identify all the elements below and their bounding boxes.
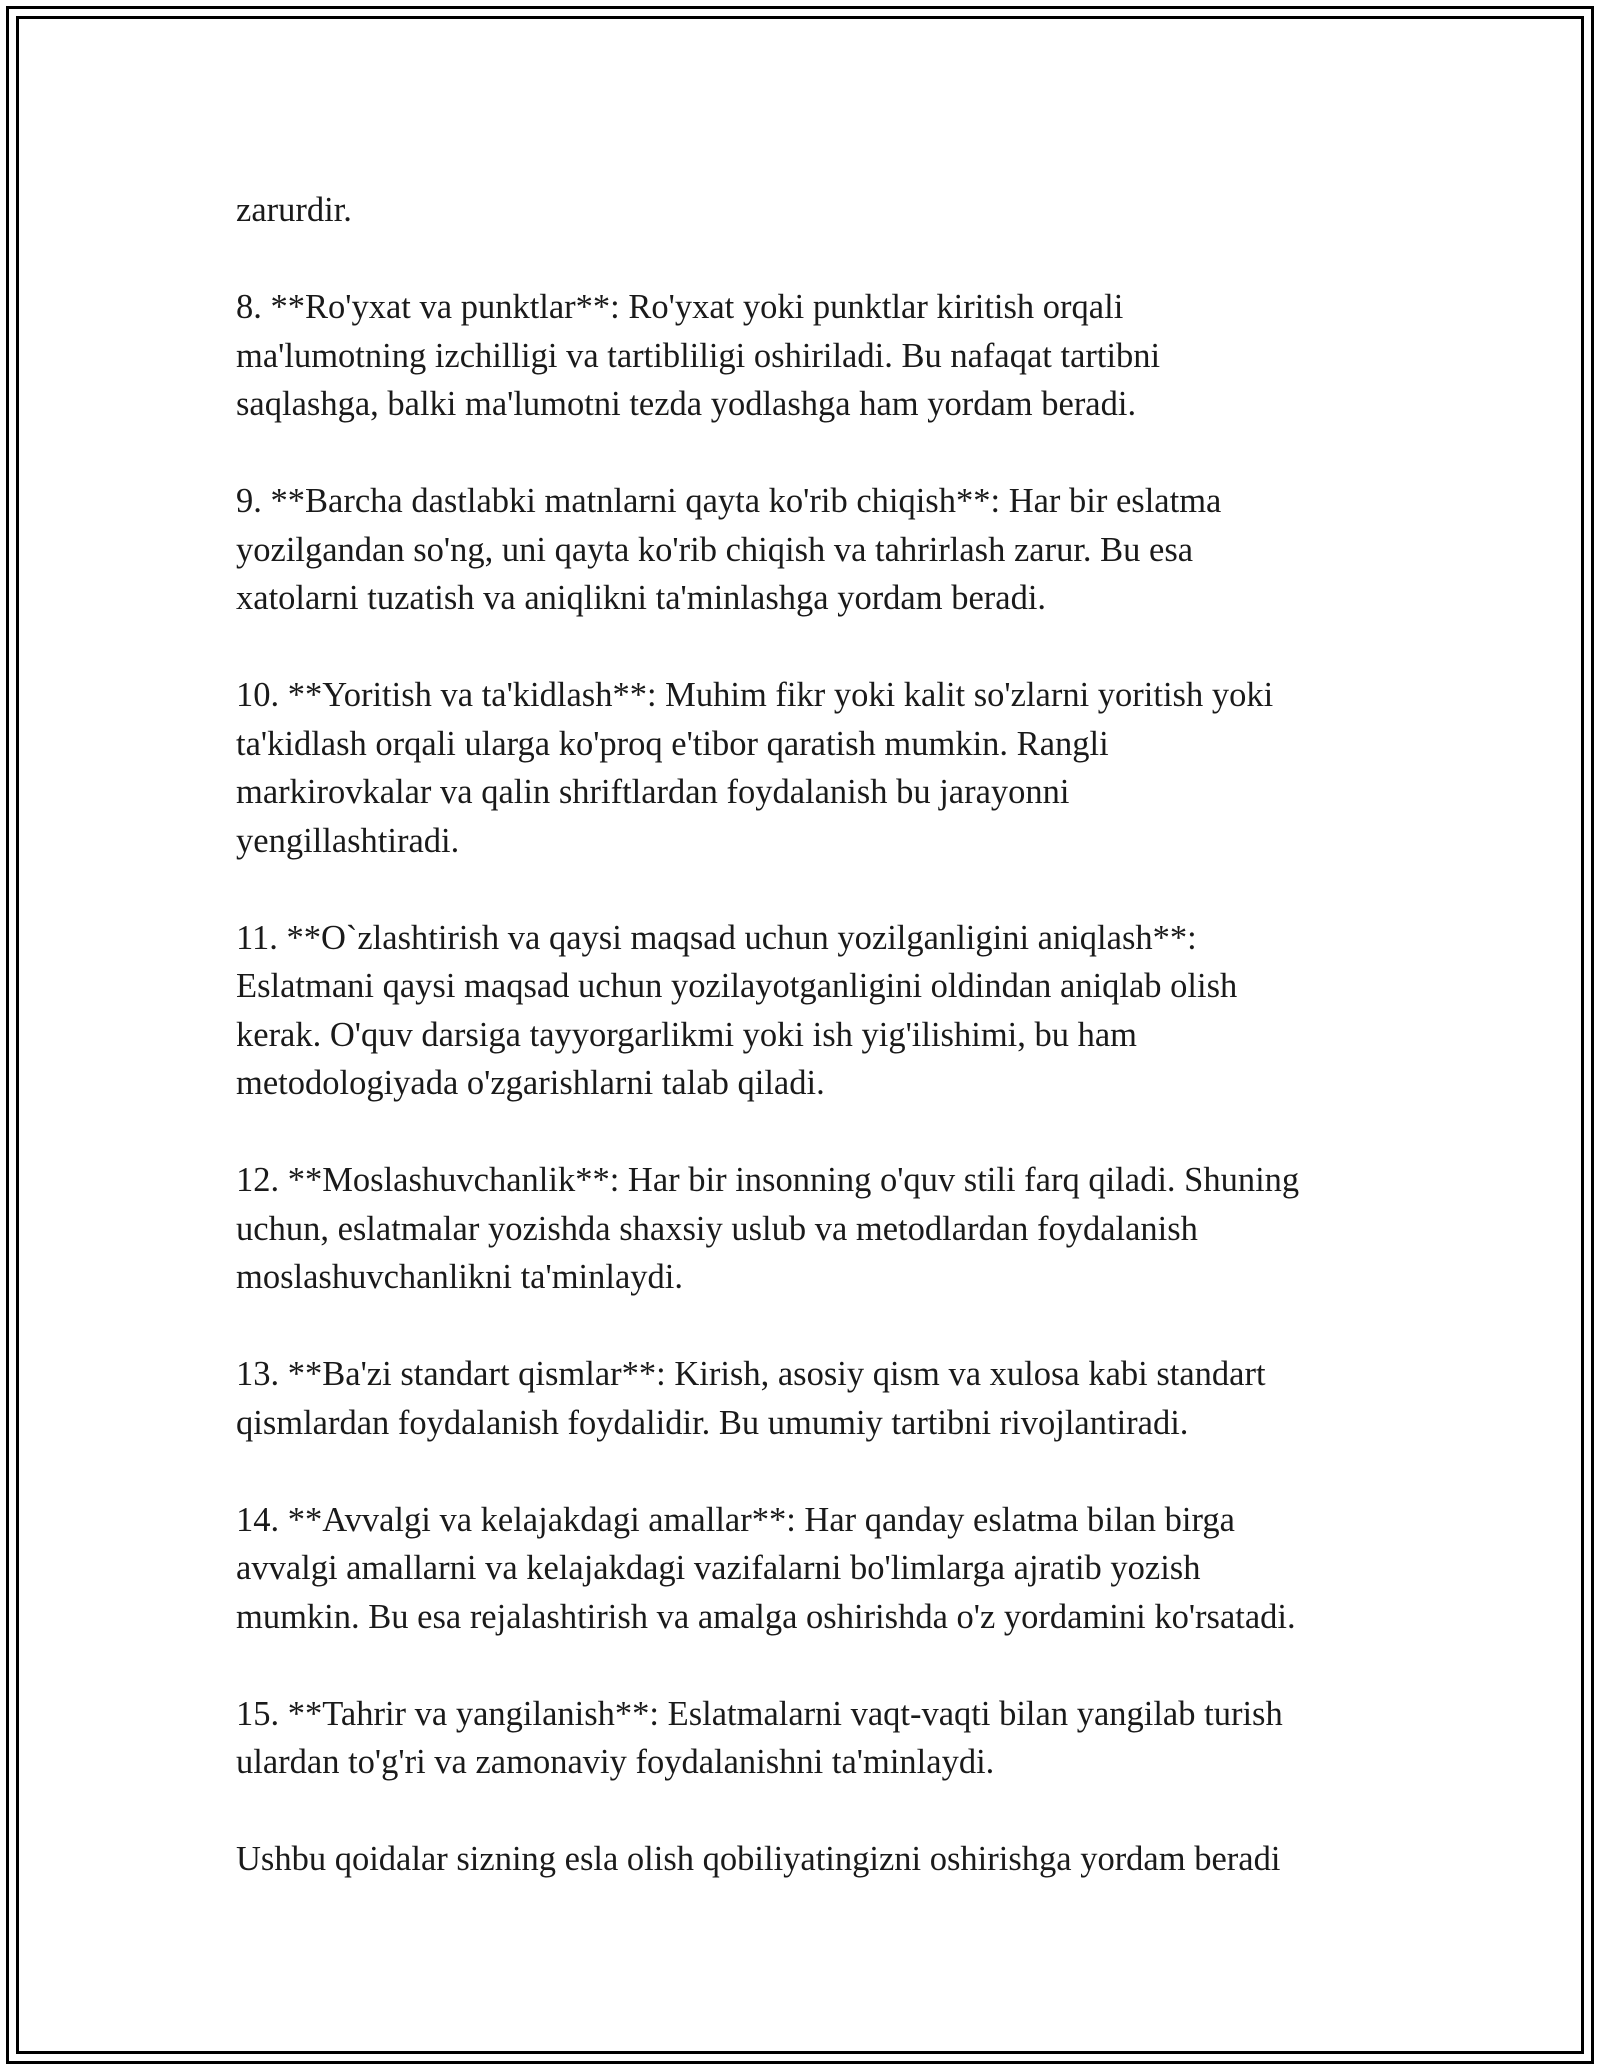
document-body [236, 186, 1386, 1884]
paragraph-item-10: 10. **Yoritish va ta'kidlash**: Muhim fikr yoki kalit so'zlarni yoritish yoki ta'kidlash orqali ularga ko'proq e'tibor qaratish mumkin. Rangli markirovkalar va qalin shriftlardan foydalanish bu jarayonni yengillashtiradi. [236, 676, 1274, 860]
paragraph-item-15: 15. **Tahrir va yangilanish**: Eslatmalarni vaqt-vaqti bilan yangilab turish ulardan to'g'ri va zamonaviy foydalanishni ta'minlaydi. [236, 1694, 1283, 1781]
paragraph-item-9: 9. **Barcha dastlabki matnlarni qayta ko'rib chiqish**: Har bir eslatma yozilgandan so'ng, uni qayta ko'rib chiqish va tahrirlash zarur. Bu esa xatolarni tuzatish va aniqlikni ta'minlashga yordam beradi. [236, 482, 1222, 617]
paragraph-item-14: 14. **Avvalgi va kelajakdagi amallar**: Har qanday eslatma bilan birga avvalgi amallarni va kelajakdagi vazifalarni bo'limlarga ajratib yozish mumkin. Bu esa rejalashtirish va amalga oshirishda o'z yordamini ko'rsatadi. [236, 1500, 1296, 1636]
paragraph-continuation: zarurdir. [236, 191, 352, 229]
paragraph-item-13: 13. **Ba'zi standart qismlar**: Kirish, asosiy qism va xulosa kabi standart qismlardan foydalanish foydalidir. Bu umumiy tartibni rivojlantiradi. [236, 1355, 1266, 1442]
paragraph-item-12: 12. **Moslashuvchanlik**: Har bir insonning o'quv stili farq qiladi. Shuning uchun, eslatmalar yozishda shaxsiy uslub va metodlardan foydalanish moslashuvchanlikni ta'minlaydi. [236, 1161, 1300, 1296]
paragraph-item-8: 8. **Ro'yxat va punktlar**: Ro'yxat yoki punktlar kiritish orqali ma'lumotning izchilligi va tartibliligi oshiriladi. Bu nafaqat tartibni saqlashga, balki ma'lumotni tezda yodlashga ham yordam beradi. [236, 288, 1161, 423]
paragraph-item-11: 11. **O`zlashtirish va qaysi maqsad uchun yozilganligini aniqlash**: Eslatmani qaysi maqsad uchun yozilayotganligini oldindan aniqlab olish kerak. O'quv darsiga tayyorgarlikmi yoki ish yig'ilishimi, bu ham metodologiyada o'zgarishlarni talab qiladi. [236, 918, 1238, 1102]
paragraph-conclusion: Ushbu qoidalar sizning esla olish qobiliyatingizni oshirishga yordam beradi [236, 1840, 1281, 1878]
